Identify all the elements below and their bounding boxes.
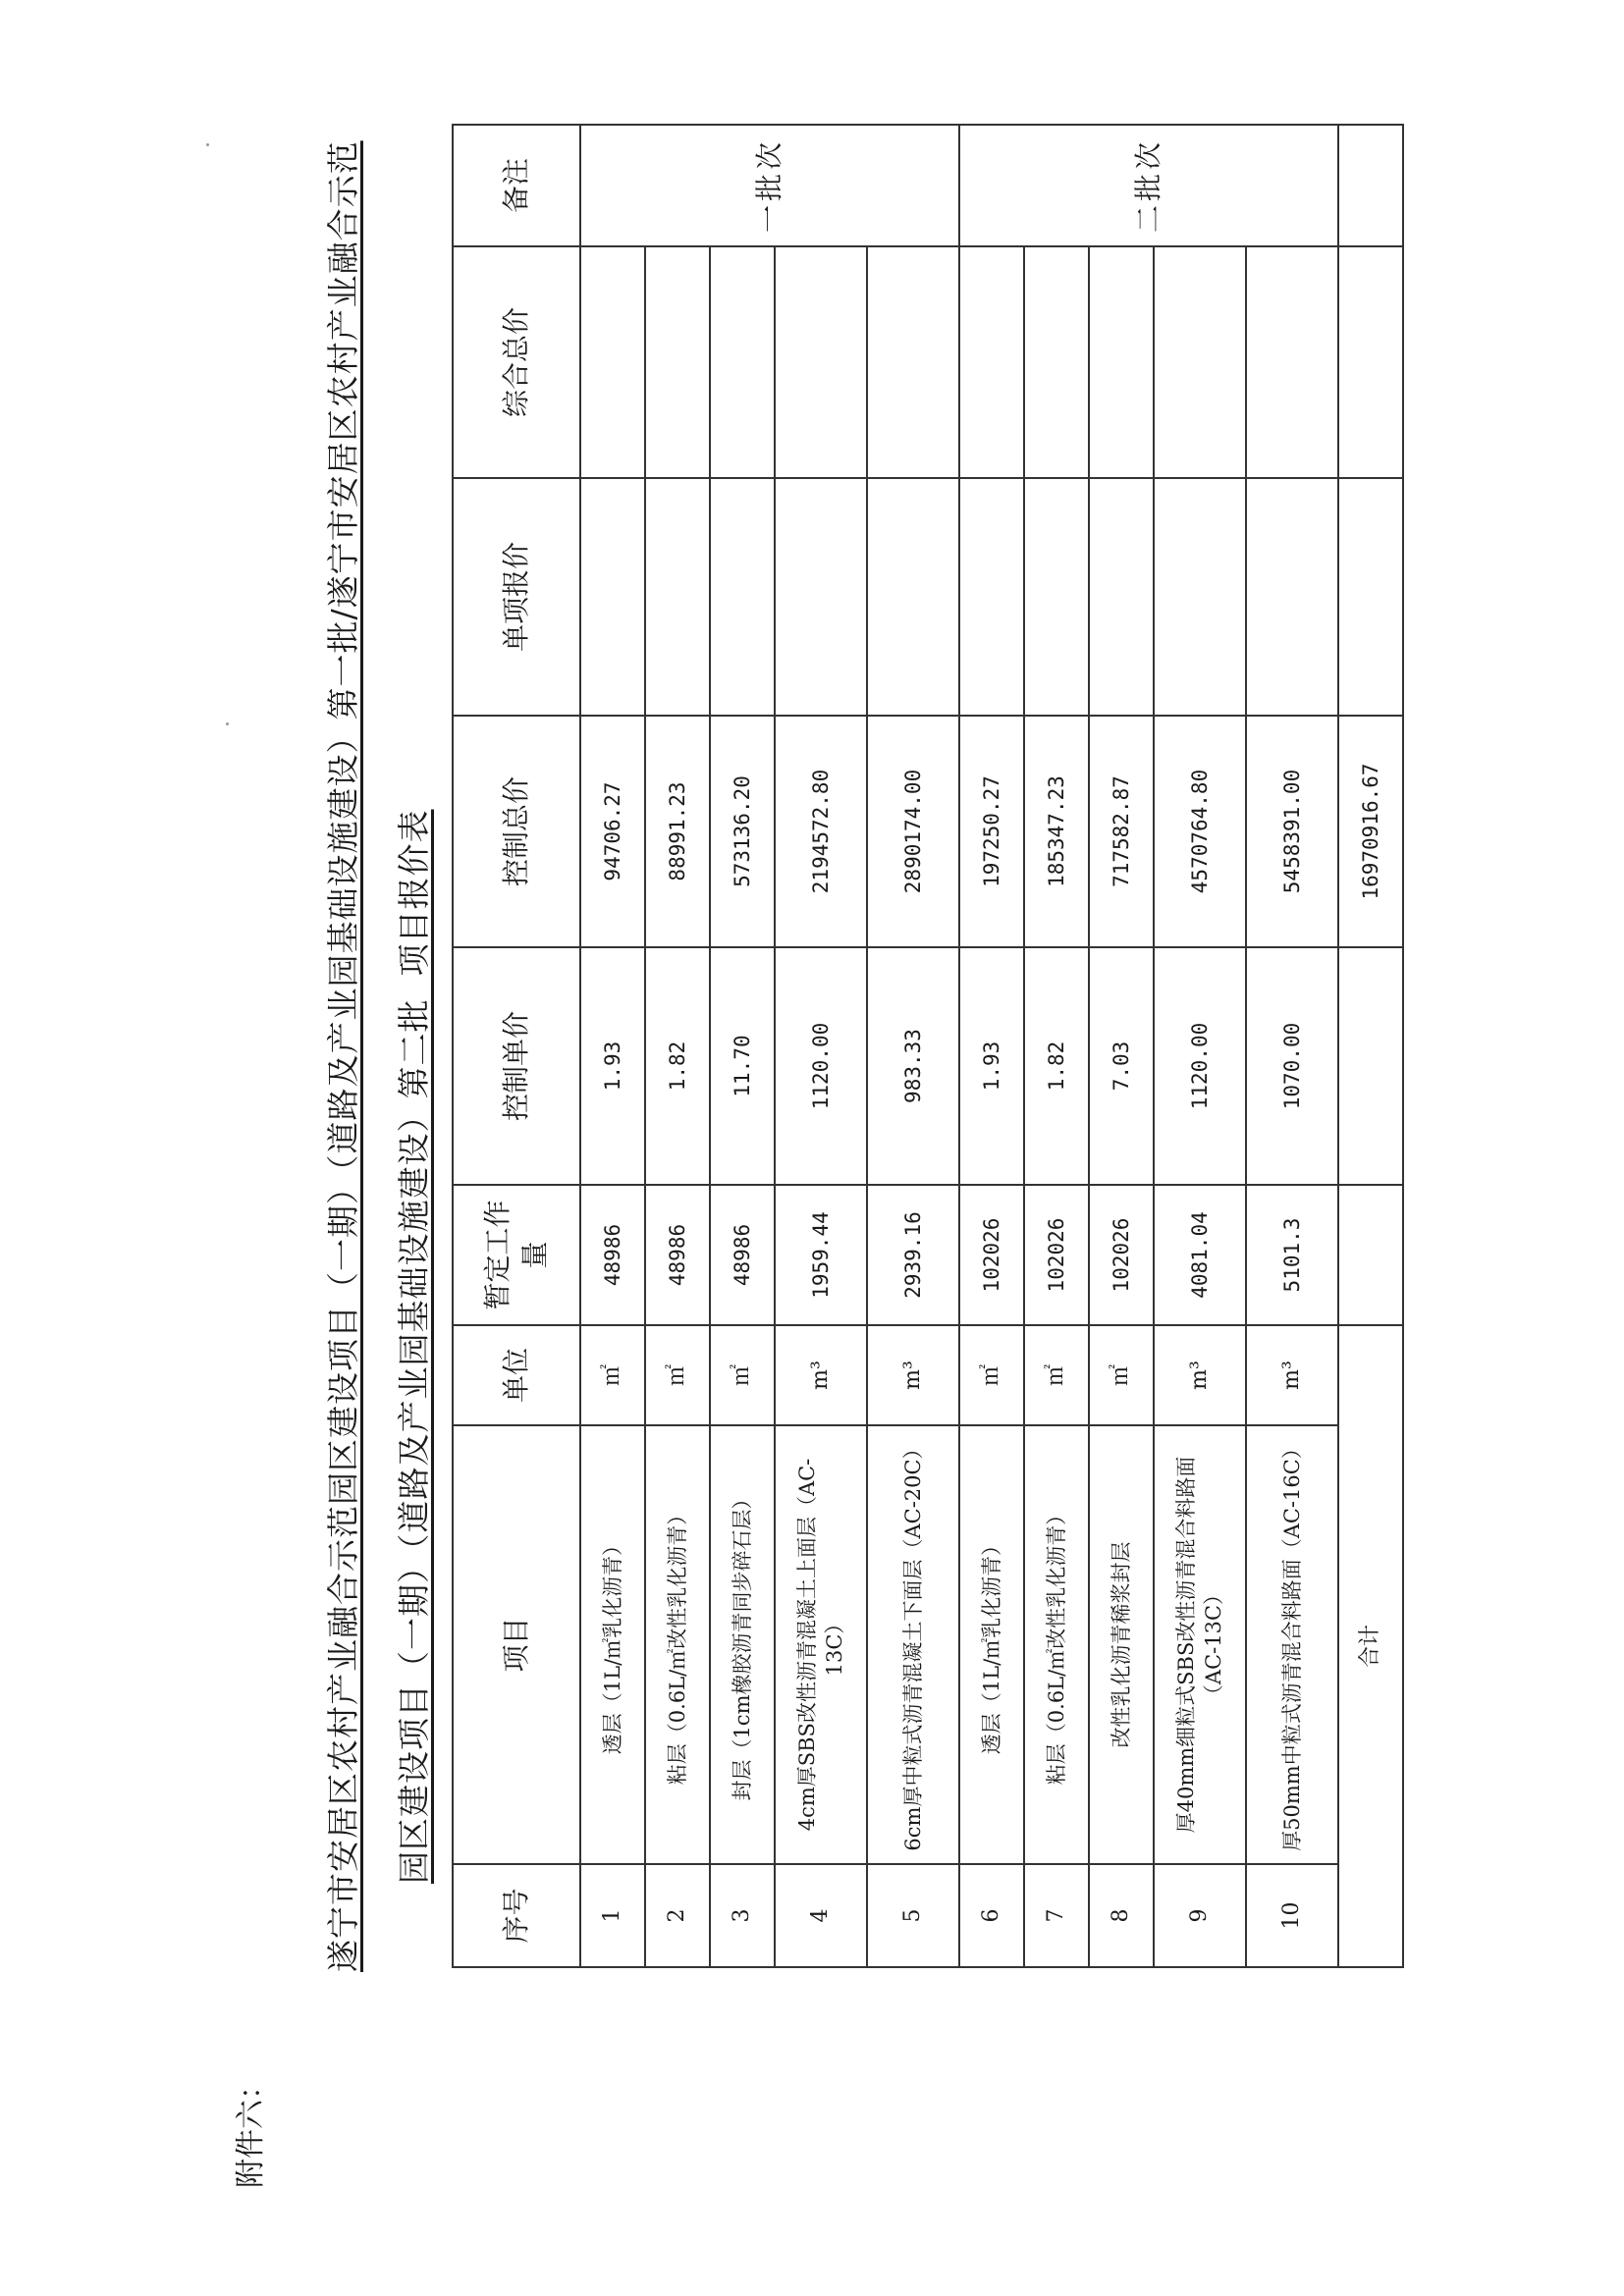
table-row [867,125,959,1967]
cell-bid-unit-price[interactable] [645,478,710,716]
table-row [1246,125,1338,1967]
table-header-row [453,125,580,1967]
cell-total-price[interactable] [775,246,867,478]
cell-bid-unit-price[interactable] [1024,478,1089,716]
document-title-suffix: 项目报价表 [395,809,433,977]
cell-item: 6cm厚中粒式沥青混凝土下面层（AC-20C） [867,1425,959,1864]
total-label: 合计 [1338,1325,1403,1967]
cell-ctrl-unit-price: 1.82 [645,947,710,1185]
cell-ctrl-total: 5458391.00 [1246,716,1338,947]
cell-seq: 10 [1246,1864,1338,1967]
cell-bid-unit-price[interactable] [1154,478,1246,716]
cell-item: 封层（1cm橡胶沥青同步碎石层） [710,1425,775,1864]
table-row [1089,125,1154,1967]
cell-qty: 5101.3 [1246,1185,1338,1325]
cell-ctrl-unit-price: 1.82 [1024,947,1089,1185]
document-title-line1: 遂宁市安居区农村产业融合示范园区建设项目（一期）（道路及产业园基础设施建设）第一批/遂宁市安居区农村产业融合示范 [324,140,362,1972]
total-qty-empty [1338,1185,1403,1325]
cell-unit: ㎡ [959,1325,1024,1425]
cell-item: 改性乳化沥青稀浆封层 [1089,1425,1154,1864]
cell-qty: 102026 [959,1185,1024,1325]
cell-unit: ㎡ [1089,1325,1154,1425]
cell-bid-unit-price[interactable] [580,478,645,716]
cell-ctrl-total: 185347.23 [1024,716,1089,947]
scan-speck [206,143,209,146]
header-item: 项目 [453,1425,580,1864]
total-remark-empty [1338,125,1403,246]
cell-qty: 2939.16 [867,1185,959,1325]
cell-ctrl-total: 717582.87 [1089,716,1154,947]
cell-item: 粘层（0.6L/㎡改性乳化沥青） [1024,1425,1089,1864]
cell-item: 粘层（0.6L/㎡改性乳化沥青） [645,1425,710,1864]
cell-ctrl-total: 573136.20 [710,716,775,947]
cell-qty: 102026 [1024,1185,1089,1325]
cell-ctrl-total: 88991.23 [645,716,710,947]
cell-total-price[interactable] [580,246,645,478]
table-row [645,125,710,1967]
cell-ctrl-unit-price: 1.93 [959,947,1024,1185]
quotation-table [452,124,1404,1968]
header-ctrl-total: 控制总价 [453,716,580,947]
cell-bid-unit-price[interactable] [1246,478,1338,716]
header-ctrl-unit-price: 控制单价 [453,947,580,1185]
table-row [959,125,1024,1967]
cell-seq: 3 [710,1864,775,1967]
cell-ctrl-total: 2194572.80 [775,716,867,947]
cell-ctrl-unit-price: 7.03 [1089,947,1154,1185]
cell-item: 厚40mm细粒式SBS改性沥青混合料路面（AC-13C） [1154,1425,1246,1864]
cell-ctrl-unit-price: 1120.00 [775,947,867,1185]
cell-seq: 7 [1024,1864,1089,1967]
document-title-line2-main: 园区建设项目（一期）（道路及产业园基础设施建设）第二批 [395,998,433,1884]
attachment-label: 附件六： [234,2070,268,2188]
cell-qty: 1959.44 [775,1185,867,1325]
cell-seq: 2 [645,1864,710,1967]
cell-item: 透层（1L/㎡乳化沥青） [959,1425,1024,1864]
cell-bid-unit-price[interactable] [710,478,775,716]
cell-total-price[interactable] [645,246,710,478]
cell-seq: 1 [580,1864,645,1967]
cell-total-price[interactable] [1154,246,1246,478]
total-ctrl-unit-empty [1338,947,1403,1185]
header-unit: 单位 [453,1325,580,1425]
document-title-line2 [389,810,435,1884]
table-row [1154,125,1246,1967]
cell-ctrl-total: 197250.27 [959,716,1024,947]
cell-unit: m³ [775,1325,867,1425]
cell-ctrl-total: 2890174.00 [867,716,959,947]
cell-unit: ㎡ [710,1325,775,1425]
cell-ctrl-unit-price: 983.33 [867,947,959,1185]
cell-qty: 102026 [1089,1185,1154,1325]
total-price-cell[interactable] [1338,246,1403,478]
table-row [775,125,867,1967]
cell-unit: ㎡ [1024,1325,1089,1425]
cell-seq: 5 [867,1864,959,1967]
cell-total-price[interactable] [710,246,775,478]
cell-seq: 8 [1089,1864,1154,1967]
header-remark: 备注 [453,125,580,246]
cell-total-price[interactable] [867,246,959,478]
total-bid-unit-empty[interactable] [1338,478,1403,716]
cell-unit: ㎡ [645,1325,710,1425]
table-total-row [1338,125,1403,1967]
cell-seq: 4 [775,1864,867,1967]
cell-item: 4cm厚SBS改性沥青混凝土上面层（AC-13C） [775,1425,867,1864]
cell-ctrl-unit-price: 1120.00 [1154,947,1246,1185]
cell-seq: 6 [959,1864,1024,1967]
cell-item: 厚50mm中粒式沥青混合料路面（AC-16C） [1246,1425,1338,1864]
table-row [1024,125,1089,1967]
cell-unit: ㎡ [580,1325,645,1425]
cell-qty: 4081.04 [1154,1185,1246,1325]
cell-qty: 48986 [580,1185,645,1325]
header-total-price: 综合总价 [453,246,580,478]
cell-bid-unit-price[interactable] [867,478,959,716]
cell-bid-unit-price[interactable] [775,478,867,716]
cell-unit: m³ [867,1325,959,1425]
cell-ctrl-unit-price: 1.93 [580,947,645,1185]
cell-ctrl-unit-price: 1070.00 [1246,947,1338,1185]
header-seq: 序号 [453,1864,580,1967]
table-row [580,125,645,1967]
cell-total-price[interactable] [1089,246,1154,478]
total-ctrl-total: 16970916.67 [1338,716,1403,947]
header-qty: 暂定工作量 [453,1185,580,1325]
scan-speck [226,722,229,725]
cell-ctrl-total: 94706.27 [580,716,645,947]
cell-unit: m³ [1246,1325,1338,1425]
cell-total-price[interactable] [1246,246,1338,478]
cell-total-price[interactable] [1024,246,1089,478]
cell-seq: 9 [1154,1864,1246,1967]
cell-ctrl-unit-price: 11.70 [710,947,775,1185]
cell-ctrl-total: 4570764.80 [1154,716,1246,947]
cell-bid-unit-price[interactable] [1089,478,1154,716]
cell-unit: m³ [1154,1325,1246,1425]
cell-qty: 48986 [645,1185,710,1325]
cell-item: 透层（1L/㎡乳化沥青） [580,1425,645,1864]
remark-batch2: 二批次 [959,125,1338,246]
cell-total-price[interactable] [959,246,1024,478]
cell-bid-unit-price[interactable] [959,478,1024,716]
cell-qty: 48986 [710,1185,775,1325]
remark-batch1: 一批次 [580,125,959,246]
table-row [710,125,775,1967]
header-bid-unit-price: 单项报价 [453,478,580,716]
